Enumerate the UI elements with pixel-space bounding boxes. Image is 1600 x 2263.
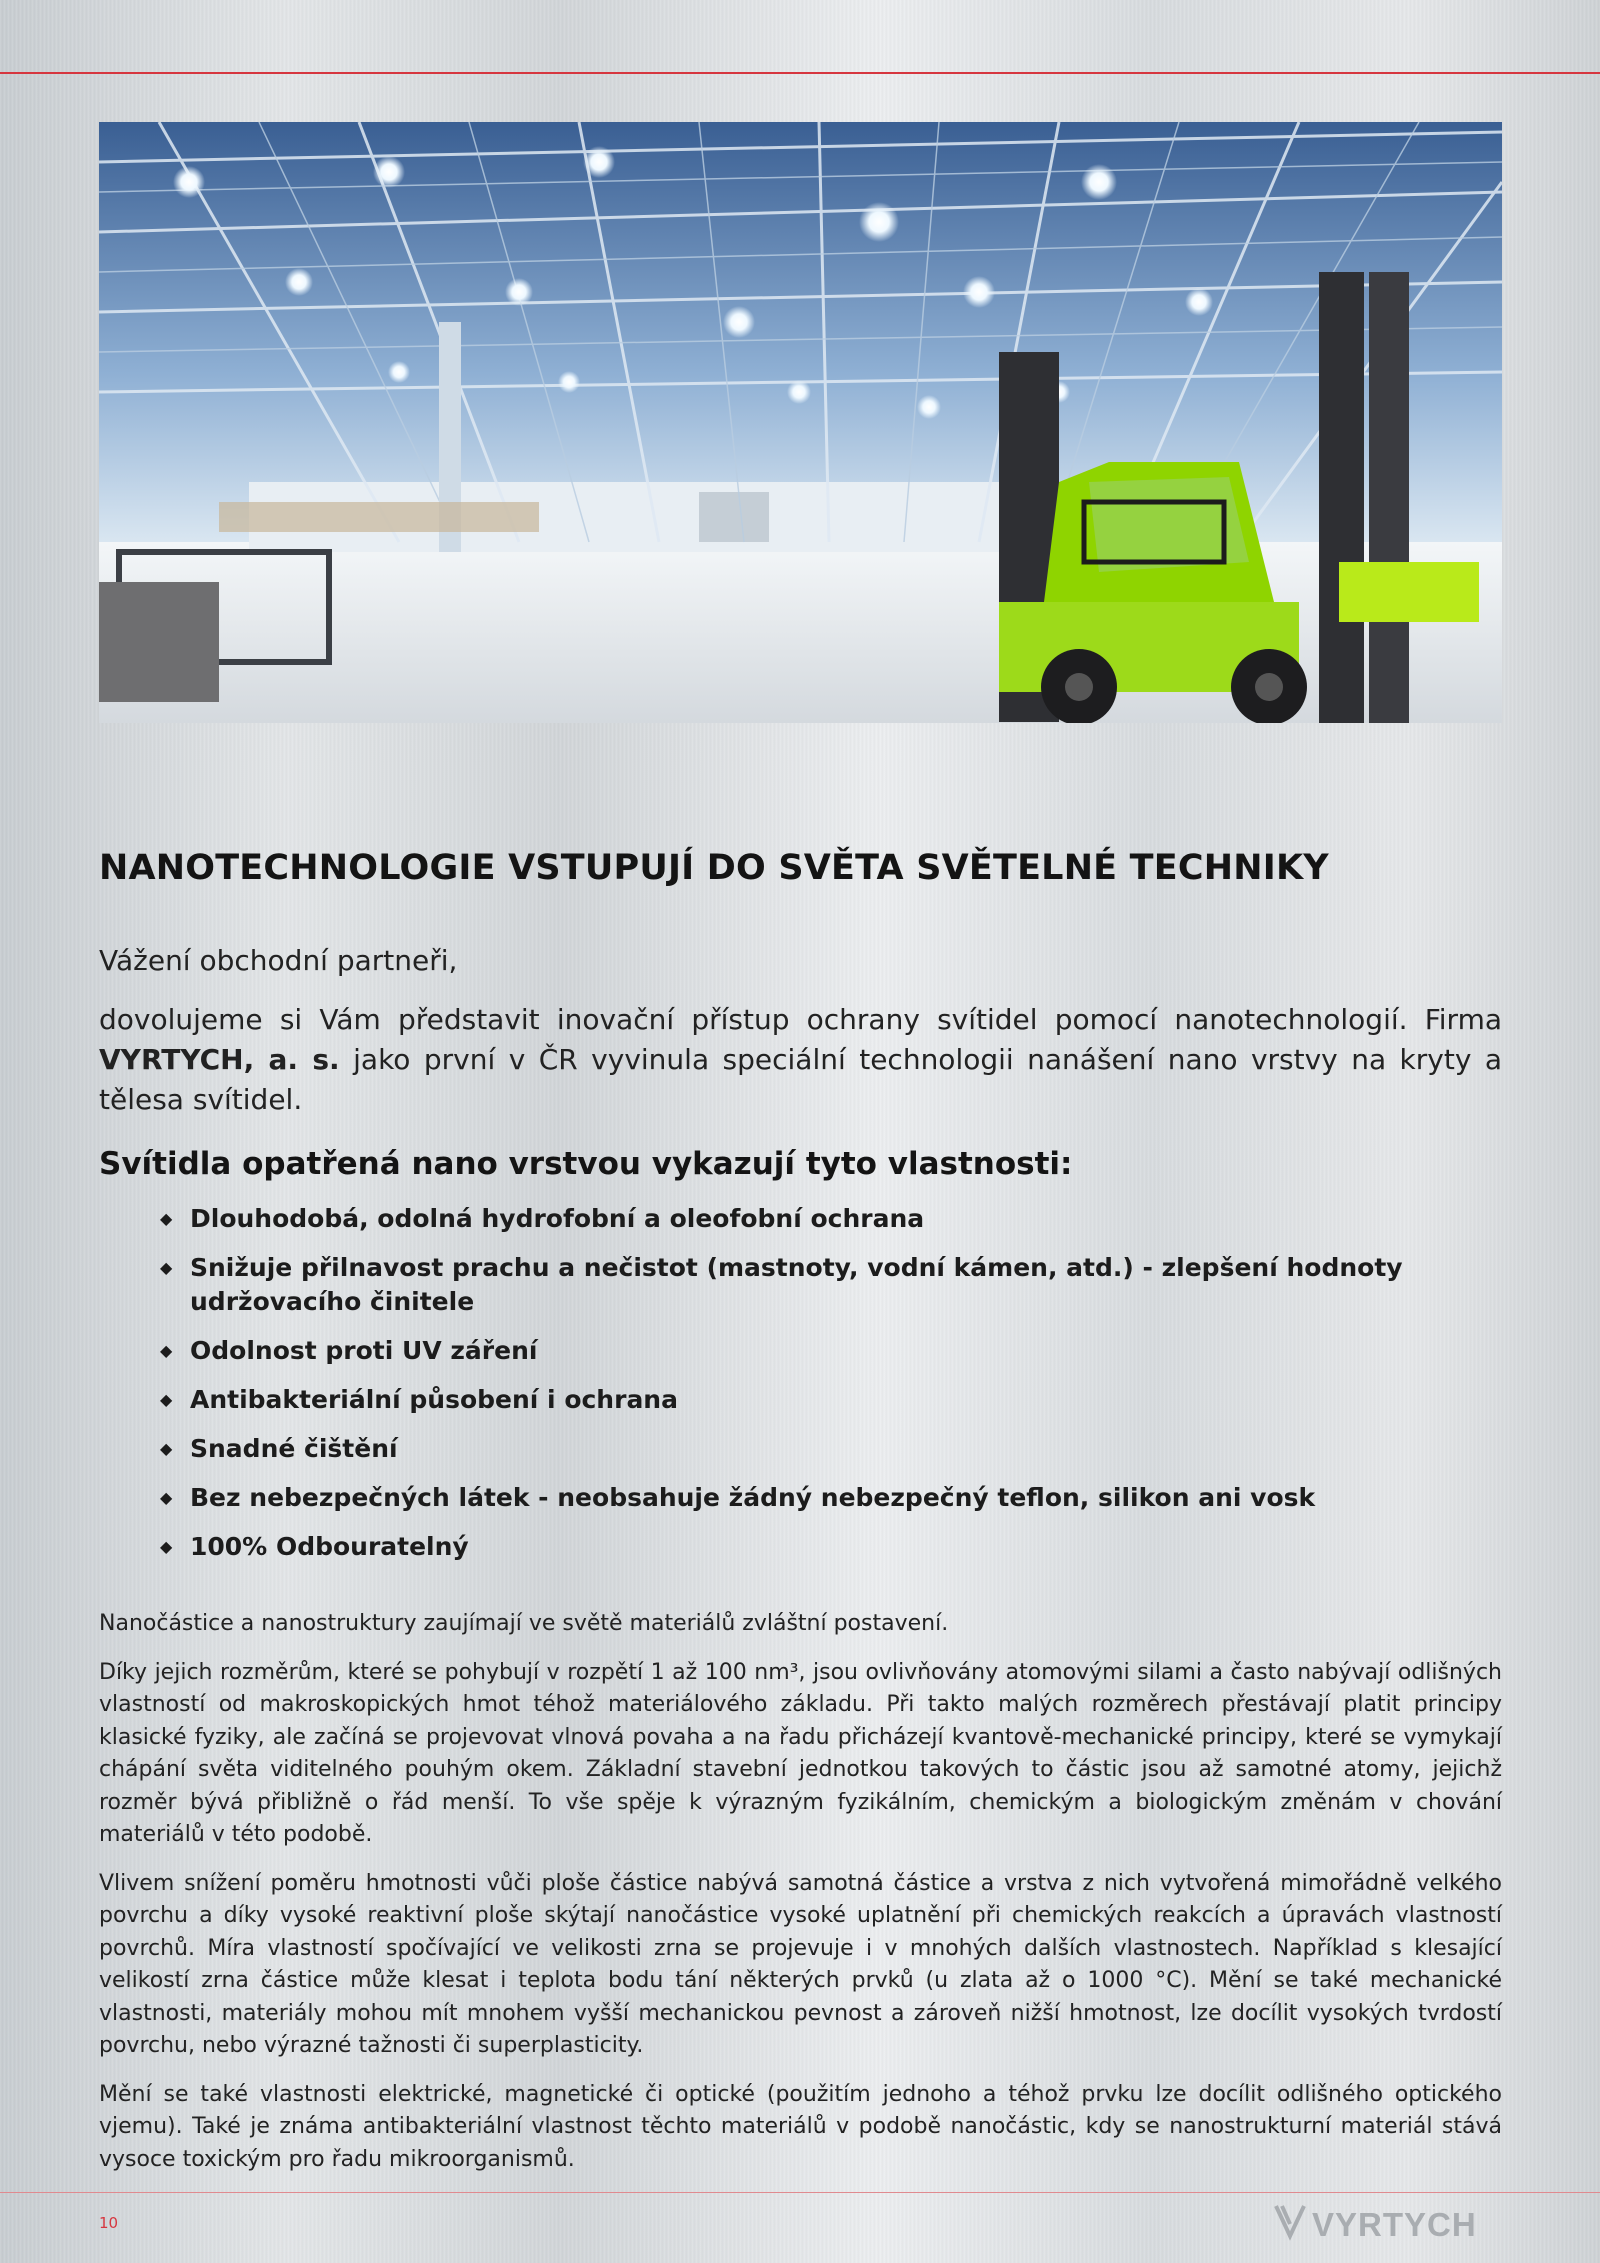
- logo-text: VYRTYCH: [1312, 2206, 1477, 2243]
- intro-paragraph: [99, 1000, 1502, 1120]
- page-title: NANOTECHNOLOGIE VSTUPUJÍ DO SVĚTA SVĚTELNÉ TECHNIKY: [99, 848, 1329, 888]
- body-paragraph: Díky jejich rozměrům, které se pohybují v rozpětí 1 až 100 nm³, jsou ovlivňovány atomovými silami a často nabývají odlišných vlastností od makroskopických hmot téhož materiálového základu. Při takto malých rozměrech přestávají platit principy klasické fyziky, ale začíná se projevovat vlnová povaha a na řadu přicházejí kvantově-mechanické principy, které se vymykají chápání světa viditelného pouhým okem. Základní stavební jednotkou takových to částic jsou až samotné atomy, jejichž rozměr bývá přibližně o řád menší. To vše spěje k výrazným fyzikálním, chemickým a biologickým změnám v chování materiálů v této podobě.: [99, 1659, 1502, 1847]
- vyrtych-logo-icon: [1272, 2200, 1504, 2244]
- feature-item: [160, 1251, 1490, 1319]
- diamond-bullet-icon: ◆: [160, 1439, 173, 1458]
- feature-item: [160, 1334, 1490, 1368]
- features-heading: Svítidla opatřená nano vrstvou vykazují tyto vlastnosti:: [99, 1146, 1073, 1182]
- features-list: [160, 1202, 1490, 1579]
- bottom-rule: [0, 2192, 1600, 2193]
- body-paragraph: Vlivem snížení poměru hmotnosti vůči ploše částice nabývá samotná částice a vrstva z nich vytvořená mimořádně velkého povrchu a díky vysoké reaktivní ploše skýtají nanočástice vysoké uplatnění při chemických reakcích a úpravách vlastností povrchů. Míra vlastností spočívající ve velikosti zrna se projevuje i v mnohých dalších vlastnostech. Například s klesající velikostí zrna částice může klesat i teplota bodu tání některých prvků (u zlata až o 1000 °C). Mění se také mechanické vlastnosti, materiály mohou mít mnohem vyšší mechanickou pevnost a zároveň nižší hmotnost, lze docílit vysokých tvrdostí povrchu, nebo výrazné tažnosti či superplasticity.: [99, 1870, 1502, 2058]
- feature-item: [160, 1202, 1490, 1236]
- diamond-bullet-icon: ◆: [160, 1488, 173, 1507]
- feature-item: [160, 1432, 1490, 1466]
- feature-text: Dlouhodobá, odolná hydrofobní a oleofobní ochrana: [190, 1204, 925, 1233]
- diamond-bullet-icon: ◆: [160, 1258, 173, 1277]
- top-red-rule: [0, 72, 1600, 74]
- body-paragraph: Nanočástice a nanostruktury zaujímají ve světě materiálů zvláštní postavení.: [99, 1611, 949, 1636]
- feature-item: [160, 1481, 1490, 1515]
- body-text: [99, 1608, 1502, 2192]
- feature-text: 100% Odbouratelný: [190, 1532, 469, 1561]
- page-number: 10: [99, 2214, 119, 2232]
- intro-text-start: dovolujeme si Vám představit inovační přístup ochrany svítidel pomocí nanotechnologií. Firma: [99, 1003, 1502, 1036]
- intro-text-end: jako první v ČR vyvinula speciální technologii nanášení nano vrstvy na kryty a tělesa svítidel.: [99, 1043, 1503, 1116]
- diamond-bullet-icon: ◆: [160, 1390, 173, 1409]
- company-name: VYRTYCH, a. s.: [99, 1043, 340, 1076]
- body-paragraph: Mění se také vlastnosti elektrické, magnetické či optické (použitím jednoho a téhož prvku lze docílit odlišného optického vjemu). Také je známa antibakteriální vlastnost těchto materiálů v podobě nanočástic, kdy se nanostrukturní materiál stává vysoce toxickým pro řadu mikroorganismů.: [99, 2081, 1502, 2172]
- diamond-bullet-icon: ◆: [160, 1341, 173, 1360]
- feature-text: Snižuje přilnavost prachu a nečistot (mastnoty, vodní kámen, atd.) - zlepšení hodnoty udržovacího činitele: [190, 1253, 1403, 1316]
- diamond-bullet-icon: ◆: [160, 1209, 173, 1228]
- feature-text: Bez nebezpečných látek - neobsahuje žádný nebezpečný teflon, silikon ani vosk: [190, 1483, 1316, 1512]
- warehouse-photo: [99, 122, 1502, 723]
- greeting: Vážení obchodní partneři,: [99, 944, 458, 977]
- feature-item: [160, 1530, 1490, 1564]
- feature-text: Antibakteriální působení i ochrana: [190, 1385, 678, 1414]
- feature-item: [160, 1383, 1490, 1417]
- diamond-bullet-icon: ◆: [160, 1537, 173, 1556]
- feature-text: Snadné čištění: [190, 1434, 398, 1463]
- feature-text: Odolnost proti UV záření: [190, 1336, 538, 1365]
- warehouse-illustration: [99, 122, 1502, 723]
